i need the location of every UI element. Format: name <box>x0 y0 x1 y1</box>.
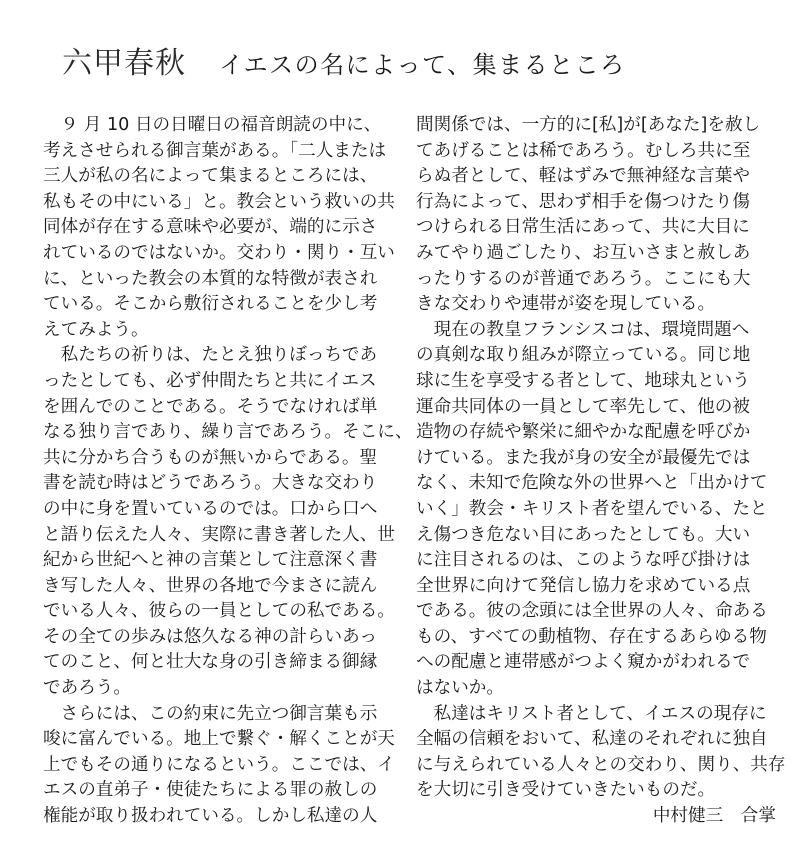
text-line: 考えさせられる御言葉がある。「二人または <box>43 140 387 161</box>
author-signature: 中村健三 合掌 <box>652 806 776 827</box>
text-line: らぬ者として、軽はずみで無神経な言葉や <box>416 166 750 187</box>
text-line: さらには、この約束に先立つ御言葉も示 <box>43 703 378 724</box>
text-line: えてみよう。 <box>43 319 149 340</box>
text-line: けている。また我が身の安全が最優先では <box>416 447 751 468</box>
text-line: 全幅の信頼をおいて、私達のそれぞれに独自 <box>416 729 768 750</box>
text-line: なく、未知で危険な外の世界へと「出かけて <box>416 473 768 494</box>
right-text-column <box>416 113 786 830</box>
text-line: に、といった教会の本質的な特徴が表され <box>43 268 378 289</box>
text-line: 上でもその通りになるという。ここでは、イ <box>43 754 395 775</box>
text-line: 唆に富んでいる。地上で繋ぐ・解くことが天 <box>43 729 395 750</box>
text-line: の中に身を置いているのでは。口から口へ <box>43 498 378 519</box>
text-line: 造物の存続や繁栄に細やかな配慮を呼びか <box>416 422 751 443</box>
text-line: を大切に引き受けていきたいものだ。 <box>416 780 716 801</box>
text-line: である。彼の念頭には全世界の人々、命ある <box>416 601 768 622</box>
article-title: イエスの名によって、集まるところ <box>219 51 626 79</box>
text-line: 私もその中にいる」と。教会という救いの共 <box>43 191 395 212</box>
text-line: 紀から世紀へと神の言葉として注意深く書 <box>43 550 378 571</box>
text-line: 権能が取り扱われている。しかし私達の人 <box>43 806 378 827</box>
left-text-column <box>43 113 413 830</box>
text-line: と語り伝えた人々、実際に書き著した人、世 <box>43 524 395 545</box>
text-line: ったりするのが普通であろう。ここにも大 <box>416 268 751 289</box>
text-line: ９ 月 10 日の日曜日の福音朗読の中に、 <box>43 115 382 135</box>
text-line: 現在の教皇フランシスコは、環境問題へ <box>416 319 750 340</box>
text-line: れているのではないか。交わり・関り・互い <box>43 242 395 263</box>
text-line: ている。そこから敷衍されることを少し考 <box>43 294 378 315</box>
text-line: 私たちの祈りは、たとえ独りぼっちであ <box>43 345 378 366</box>
text-line: を囲んでのことである。そうでなければ単 <box>43 396 378 417</box>
text-line: てあげることは稀であろう。むしろ共に至 <box>416 140 751 161</box>
text-line: 三人が私の名によって集まるところには、 <box>43 166 378 187</box>
text-line: 間関係では、一方的に[私]が[あなた]を赦し <box>416 115 761 135</box>
text-line: はないか。 <box>416 678 504 699</box>
text-line: に注目されるのは、このような呼び掛けは <box>416 550 751 571</box>
text-line: 行為によって、思わず相手を傷つけたり傷 <box>416 191 750 212</box>
text-line: であろう。 <box>43 678 131 699</box>
text-line: き写した人々、世界の各地で今まさに読ん <box>43 575 378 596</box>
text-line: つけられる日常生活にあって、共に大目に <box>416 217 750 238</box>
text-line: 運命共同体の一員として率先して、他の被 <box>416 396 750 417</box>
text-line: 共に分かち合うものが無いからである。聖 <box>43 447 378 468</box>
text-line: 私達はキリスト者として、イエスの現存に <box>416 703 767 724</box>
article-header <box>62 38 626 81</box>
text-line: でいる人々、彼らの一員としての私である。 <box>43 601 395 622</box>
text-line: 球に生を享受する者として、地球丸という <box>416 370 750 391</box>
text-line: 全世界に向けて発信し協力を求めている点 <box>416 575 751 596</box>
text-line: の真剣な取り組みが際立っている。同じ地 <box>416 345 751 366</box>
text-line: ったとしても、必ず仲間たちと共にイエス <box>43 370 377 391</box>
text-line: その全ての歩みは悠久なる神の計らいあっ <box>43 626 378 647</box>
text-line: エスの直弟子・使徒たちによる罪の赦しの <box>43 780 378 801</box>
text-line: きな交わりや連帯が姿を現している。 <box>416 294 716 315</box>
text-line: え傷つき危ない目にあったとしても。大い <box>416 524 751 545</box>
text-line: もの、すべての動植物、存在するあらゆる物 <box>416 626 767 647</box>
text-line: いく」教会・キリスト者を望んでいる、たと <box>416 498 768 519</box>
text-line: への配慮と連帯感がつよく窺かがわれるで <box>416 652 751 673</box>
text-line: なる独り言であり、繰り言であろう。そこに、 <box>43 422 413 443</box>
column-series-name: 六甲春秋 <box>62 46 186 81</box>
text-line: みてやり過ごしたり、お互いさまと赦しあ <box>416 242 751 263</box>
text-line: てのこと、何と壮大な身の引き締まる御縁 <box>43 652 378 673</box>
text-line: 同体が存在する意味や必要が、端的に示さ <box>43 217 378 238</box>
text-line: に与えられている人々との交わり、関り、共存 <box>416 754 786 775</box>
text-line: 書を読む時はどうであろう。大きな交わり <box>43 473 378 494</box>
